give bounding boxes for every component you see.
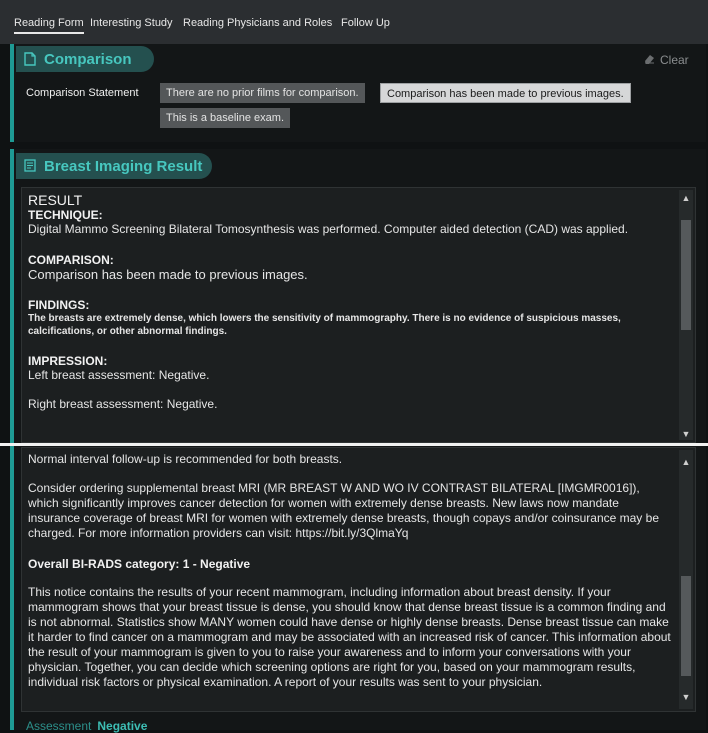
comparison-option-no-prior[interactable]: There are no prior films for comparison.: [160, 83, 365, 103]
mri-recommendation-text: Consider ordering supplemental breast MRI (MR BREAST W AND WO IV CONTRAST BILATERAL [IMGMR0016]), which significantly improves cancer detection for women with extremely dense breasts. New laws now mandate insurance coverage of breast MRI for women with extremely dense breasts, though copays and/or coinsurance may be charged. For more information providers can visit: https://bit.ly/3QlmaYq: [28, 481, 659, 540]
section-accent-bar: [10, 446, 14, 730]
findings-text: The breasts are extremely dense, which lowers the sensitivity of mammography. There is no evidence of suspicious masses, calcifications, or other abnormal findings.: [28, 313, 621, 337]
scroll-down-icon[interactable]: ▼: [681, 429, 691, 439]
tab-follow-up[interactable]: Follow Up: [341, 17, 390, 29]
findings-heading: FINDINGS:: [28, 298, 90, 312]
result-title: RESULT: [28, 192, 83, 208]
report-scrollbar[interactable]: [679, 190, 693, 440]
left-breast-assessment: Left breast assessment: Negative.: [28, 368, 210, 382]
eraser-icon: [644, 53, 655, 67]
clear-label: Clear: [660, 53, 689, 67]
comparison-statement-label: Comparison Statement: [26, 87, 139, 99]
tab-reading-form[interactable]: Reading Form: [14, 17, 84, 29]
scroll-up-icon[interactable]: ▲: [681, 193, 691, 203]
patient-notice-text: This notice contains the results of your recent mammogram, including information about breast density. If your mammogram shows that your breast tissue is dense, you should know that dense breast tissue is a common finding and is not abnormal. Statistics show MANY women could have dense or highly dense breasts. Dense breast tissue can make it harder to find cancer on a mammogram and may be associated with an increased risk of cancer. This information about the result of your mammogram is given to you to raise your awareness and to inform your conversations with your physician. Together, you can decide which screening options are right for you, based on your mammogram results, individual risk factors or physical examination. A report of your results was sent to your physician.: [28, 585, 671, 689]
comparison-option-baseline[interactable]: This is a baseline exam.: [160, 108, 290, 128]
comparison-title: Comparison: [44, 50, 132, 68]
technique-heading: TECHNIQUE:: [28, 208, 103, 222]
comparison-header: [16, 46, 154, 72]
assessment-value: Negative: [97, 719, 148, 733]
scroll-up-icon[interactable]: ▲: [681, 457, 691, 467]
birads-category: Overall BI-RADS category: 1 - Negative: [28, 557, 251, 571]
report-continued-scrollbar[interactable]: [679, 450, 693, 709]
scrollbar-thumb[interactable]: [681, 220, 691, 330]
breast-imaging-result-title: Breast Imaging Result: [44, 157, 203, 175]
section-accent-bar: [10, 44, 14, 142]
technique-text: Digital Mammo Screening Bilateral Tomosynthesis was performed. Computer aided detection (CAD) was applied.: [28, 222, 629, 236]
breast-imaging-result-header: [16, 153, 212, 179]
section-accent-bar: [10, 149, 14, 443]
report-content: [28, 192, 671, 412]
edit-document-icon: [24, 159, 38, 173]
comparison-text: Comparison has been made to previous images.: [28, 267, 308, 282]
report-continued-content: [28, 452, 671, 690]
comparison-option-previous-images[interactable]: Comparison has been made to previous images.: [380, 83, 631, 103]
tab-interesting-study[interactable]: Interesting Study: [90, 17, 173, 29]
tab-bar: [0, 0, 708, 44]
scroll-down-icon[interactable]: ▼: [681, 692, 691, 702]
document-icon: [24, 52, 38, 66]
tab-reading-physicians-and-roles[interactable]: Reading Physicians and Roles: [183, 17, 333, 29]
assessment-row: [26, 719, 147, 733]
comparison-heading: COMPARISON:: [28, 253, 114, 267]
scrollbar-thumb[interactable]: [681, 576, 691, 676]
report-text-area[interactable]: [21, 187, 696, 443]
comparison-section: [10, 44, 706, 142]
report-continued-text-area[interactable]: [21, 447, 696, 712]
followup-text: Normal interval follow-up is recommended for both breasts.: [28, 452, 343, 466]
assessment-label: Assessment: [26, 719, 92, 733]
impression-heading: IMPRESSION:: [28, 354, 108, 368]
clear-button[interactable]: [644, 53, 689, 67]
right-breast-assessment: Right breast assessment: Negative.: [28, 397, 218, 411]
